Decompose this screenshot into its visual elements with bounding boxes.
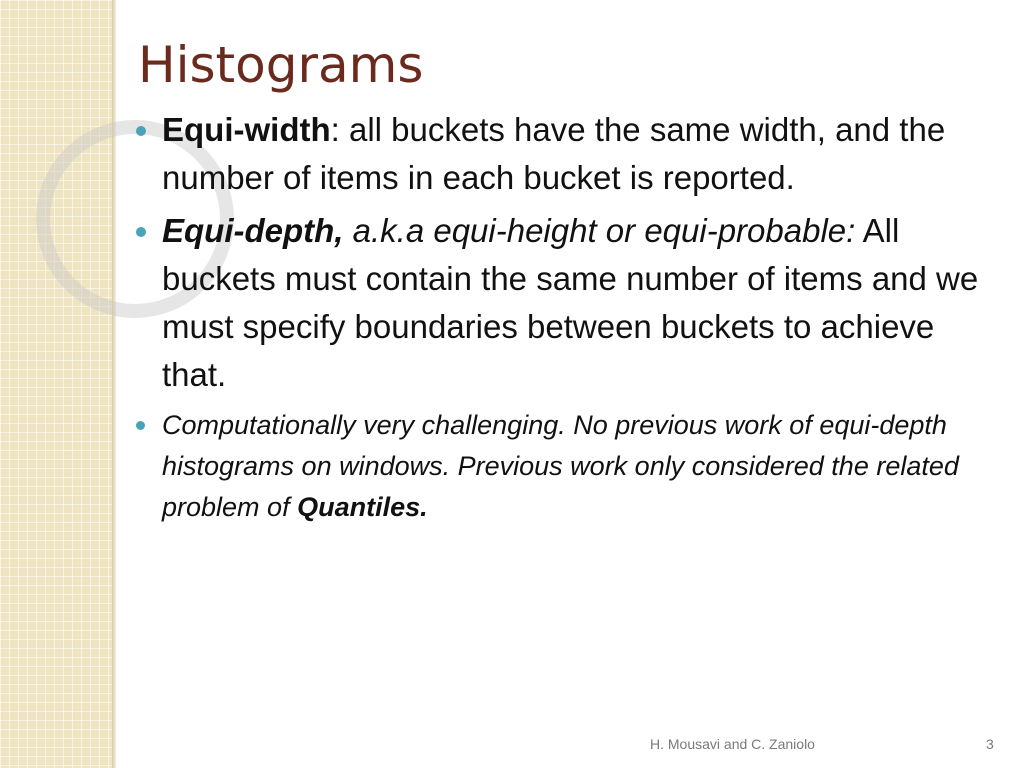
- bullet-text: all buckets have the same width, and the number of items in each bucket is reported.: [162, 111, 946, 196]
- bullet-text: All buckets must contain the same number of items and we must specify boundaries between buckets to achieve that.: [162, 212, 979, 393]
- bullet-list: [134, 106, 984, 528]
- term-quantiles: Quantiles.: [297, 492, 428, 522]
- term-aka: a.k.a equi-height or equi-probable:: [343, 212, 856, 249]
- sidebar-edge: [112, 0, 116, 768]
- term-separator: :: [330, 111, 340, 148]
- bullet-equi-width: [134, 106, 984, 202]
- bullet-dot-icon: [136, 126, 146, 136]
- bullet-dot-icon: [136, 227, 146, 237]
- bullet-computational-note: [134, 405, 984, 528]
- footer-author: H. Mousavi and C. Zaniolo: [650, 736, 815, 752]
- bullet-text: Computationally very challenging. No previous work of equi-depth histograms on windows. Previous work only considered the related problem of: [162, 410, 959, 522]
- slide-title: Histograms: [138, 36, 424, 94]
- term-equi-width: Equi-width: [162, 111, 331, 148]
- decorative-sidebar: [0, 0, 114, 768]
- slide-number: 3: [986, 736, 994, 752]
- bullet-dot-icon: [136, 421, 145, 430]
- term-equi-depth: Equi-depth,: [162, 212, 344, 249]
- bullet-equi-depth: [134, 207, 984, 399]
